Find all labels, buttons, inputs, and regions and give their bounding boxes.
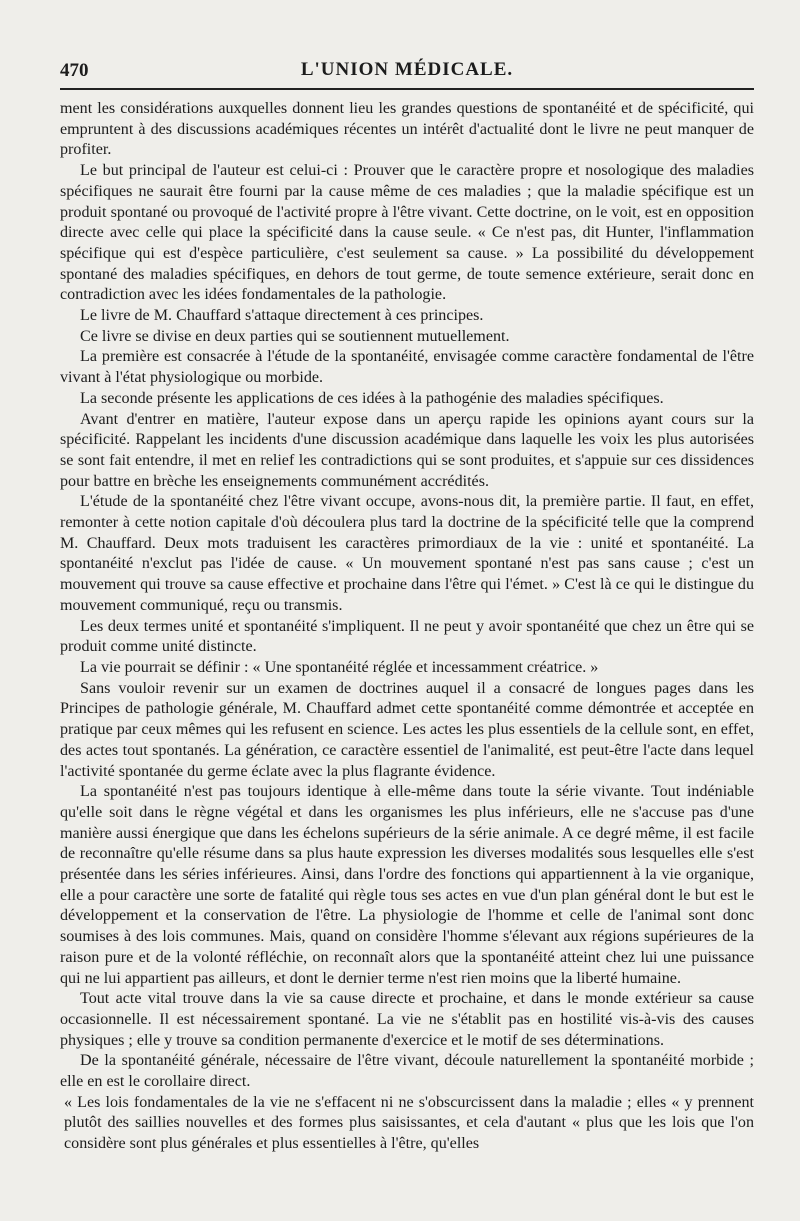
paragraph: Le livre de M. Chauffard s'attaque directement à ces principes. xyxy=(80,307,484,325)
paragraph: La vie pourrait se définir : « Une spontanéité réglée et incessamment créatrice. » xyxy=(80,658,599,676)
journal-title: L'UNION MÉDICALE. xyxy=(300,59,514,80)
paragraph: Tout acte vital trouve dans la vie sa cause directe et prochaine, et dans le monde extérieur sa cause occasionnelle. Il est nécessairement spontané. La vie ne s'établit pas en hostilité vis-à-vis des causes physiques ; elle y trouve sa condition permanente d'exercice et le motif de ses déterminations. xyxy=(60,990,754,1049)
article-body xyxy=(60,99,754,1155)
paragraph: ment les considérations auxquelles donnent lieu les grandes questions de spontanéité et de spécificité, qui empruntent à des discussions académiques récentes un intérêt d'actualité dont le livre ne peut manquer de profiter. xyxy=(60,100,754,159)
paragraph: L'étude de la spontanéité chez l'être vivant occupe, avons-nous dit, la première partie. Il faut, en effet, remonter à cette notion capitale d'où découlera plus tard la doctrine de la spécificité telle que la comprend M. Chauffard. Deux mots traduisent les caractères primordiaux de la vie : unité et spontanéité. La spontanéité n'exclut pas l'idée de cause. « Un mouvement spontané n'est pas sans cause ; c'est un mouvement qui trouve sa cause effective et prochaine dans l'être qui l'émet. » C'est là ce qui le distingue du mouvement communiqué, reçu ou transmis. xyxy=(60,493,754,614)
paragraph: Avant d'entrer en matière, l'auteur expose dans un aperçu rapide les opinions ayant cours sur la spécificité. Rappelant les incidents d'une discussion académique dans laquelle les voix les plus autorisées se sont fait entendre, il met en relief les contradictions qui se sont produites, et s'appuie sur ces dissidences pour battre en brèche les enseignements communément accrédités. xyxy=(60,410,754,490)
page-number: 470 xyxy=(60,60,89,81)
paragraph: Ce livre se divise en deux parties qui se soutiennent mutuellement. xyxy=(80,327,510,345)
paragraph: La spontanéité n'est pas toujours identique à elle-même dans toute la série vivante. Tout indéniable qu'elle soit dans le règne végétal et dans les organismes les plus inférieurs, elle ne s'accuse pas d'une manière aussi énergique que dans les échelons supérieurs de la série animale. A ce degré même, il est facile de reconnaître qu'elle résume dans sa plus haute expression les diverses modalités sous lesquelles elle s'est présentée dans les séries inférieures. Ainsi, dans l'ordre des fonctions qui appartiennent à la vie organique, elle a pour caractère une sorte de fatalité qui règle tous ses actes en vue d'un plan général dont le but est le développement et la conservation de l'être. La physiologie de l'homme et celle de l'animal sont donc soumises à des lois communes. Mais, quand on considère l'homme s'élevant aux régions supérieures de la raison pure et de la volonté réfléchie, on reconnaît alors que la spontanéité atteint chez lui une puissance qui ne lui appartient pas ailleurs, et dont le dernier terme n'est rien moins que la liberté humaine. xyxy=(60,783,754,987)
paragraph: La première est consacrée à l'étude de la spontanéité, envisagée comme caractère fondamental de l'être vivant à l'état physiologique ou morbide. xyxy=(60,348,754,387)
paragraph: La seconde présente les applications de ces idées à la pathogénie des maladies spécifiques. xyxy=(80,389,664,407)
paragraph: Le but principal de l'auteur est celui-ci : Prouver que le caractère propre et nosologique des maladies spécifiques ne saurait être fourni par la cause même de ces maladies ; que la maladie spécifique est un produit spontané ou provoqué de l'activité propre à l'être vivant. Cette doctrine, on le voit, est en opposition directe avec celle qui place la spécificité dans la cause seule. « Ce n'est pas, dit Hunter, l'inflammation spécifique qui est d'espèce particulière, c'est seulement sa cause. » La possibilité du développement spontané des maladies spécifiques, en dehors de tout germe, de toute semence extérieure, serait donc en contradiction avec les idées fondamentales de la pathologie. xyxy=(60,162,754,304)
paragraph: Les deux termes unité et spontanéité s'impliquent. Il ne peut y avoir spontanéité que chez un être qui se produit comme unité distincte. xyxy=(60,617,754,656)
header-rule xyxy=(60,88,754,90)
paragraph: Sans vouloir revenir sur un examen de doctrines auquel il a consacré de longues pages dans les Principes de pathologie générale, M. Chauffard admet cette spontanéité comme démontrée et acceptée en pratique par ceux mêmes qui les refusent en science. Les actes les plus essentiels de la cellule sont, en effet, des actes tout spontanés. La génération, ce caractère essentiel de l'animalité, est peut-être l'acte dans lequel l'activité spontanée du germe éclate avec la plus flagrante évidence. xyxy=(60,679,754,780)
quoted-paragraph: « Les lois fondamentales de la vie ne s'effacent ni ne s'obscurcissent dans la maladie ; elles « y prennent plutôt des saillies nouvelles et des formes plus saisissantes, et cela d'autant « plus que les lois que l'on considère sont plus générales et plus essentielles à l'être, qu'elles xyxy=(64,1093,754,1153)
paragraph: De la spontanéité générale, nécessaire de l'être vivant, découle naturellement la spontanéité morbide ; elle en est le corollaire direct. xyxy=(60,1052,754,1091)
page-header xyxy=(60,54,754,82)
